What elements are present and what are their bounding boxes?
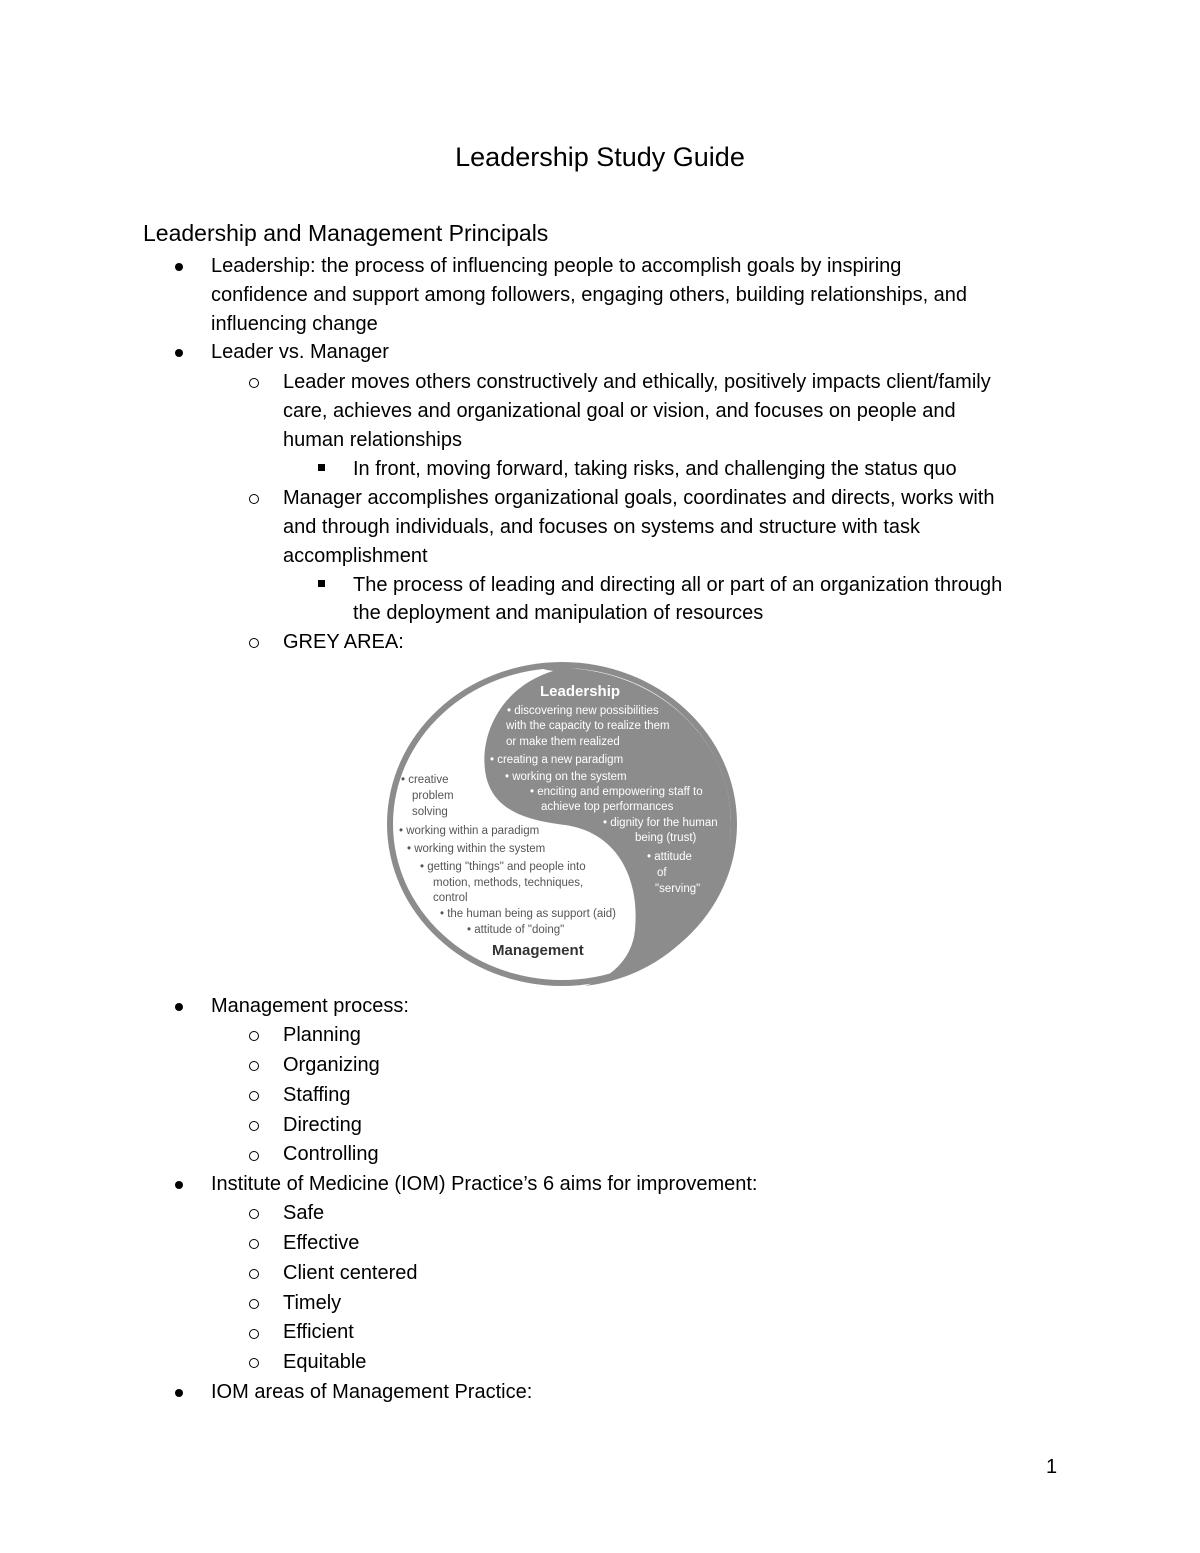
manager-sub-line: The process of leading and directing all or part of an organization through: [353, 574, 1003, 596]
bullet-circle-icon: [249, 1091, 259, 1101]
bullet-dot-icon: [175, 349, 183, 357]
leadership-item: • enciting and empowering staff to: [530, 786, 703, 798]
bullet-circle-icon: [249, 378, 259, 388]
iom-aim-item: Client centered: [283, 1262, 418, 1284]
iom-aim-item: Safe: [283, 1202, 325, 1224]
bullet-circle-icon: [249, 1299, 259, 1309]
management-item: • the human being as support (aid): [440, 908, 616, 920]
iom-aim-item: Effective: [283, 1232, 360, 1254]
bullet-circle-icon: [249, 1151, 259, 1161]
bullet-circle-icon: [249, 1061, 259, 1071]
leadership-management-diagram: [385, 660, 740, 990]
management-process-item: Controlling: [283, 1143, 379, 1165]
management-title: Management: [492, 942, 584, 959]
leadership-item: • working on the system: [505, 771, 627, 783]
leadership-item: • discovering new possibilities: [507, 705, 659, 717]
page-title: Leadership Study Guide: [455, 142, 745, 172]
management-item: solving: [412, 806, 448, 818]
management-item: • working within a paradigm: [399, 825, 540, 837]
bullet-square-icon: [318, 464, 325, 471]
leader-vs-manager-label: Leader vs. Manager: [211, 341, 389, 363]
leadership-item: of: [657, 867, 667, 879]
bullet-circle-icon: [249, 1239, 259, 1249]
management-process-item: Planning: [283, 1024, 361, 1046]
management-item: • getting "things" and people into: [420, 861, 586, 873]
bullet-dot-icon: [175, 1181, 183, 1189]
bullet-circle-icon: [249, 1031, 259, 1041]
management-item: motion, methods, techniques,: [433, 877, 584, 889]
iom-aim-item: Timely: [283, 1292, 342, 1314]
manager-sub-line: the deployment and manipulation of resources: [353, 602, 764, 624]
leadership-item: • dignity for the human: [603, 817, 718, 829]
leadership-item: "serving": [655, 883, 701, 895]
bullet-dot-icon: [175, 263, 183, 271]
bullet-circle-icon: [249, 1358, 259, 1368]
leadership-item: being (trust): [635, 832, 697, 844]
management-item: • working within the system: [407, 843, 546, 855]
leadership-item: achieve top performances: [541, 801, 674, 813]
iom-aim-item: Efficient: [283, 1321, 354, 1343]
grey-area-label: GREY AREA:: [283, 631, 404, 653]
bullet-square-icon: [318, 580, 325, 587]
leadership-def-line: confidence and support among followers, engaging others, building relationships, and: [211, 284, 968, 306]
leadership-item: • attitude: [647, 851, 692, 863]
leader-desc-line: care, achieves and organizational goal or vision, and focuses on people and: [283, 400, 956, 422]
bullet-circle-icon: [249, 1269, 259, 1279]
manager-desc-line: accomplishment: [283, 545, 428, 567]
management-process-label: Management process:: [211, 995, 409, 1017]
bullet-dot-icon: [175, 1389, 183, 1397]
management-process-item: Staffing: [283, 1084, 351, 1106]
leadership-def-line: Leadership: the process of influencing people to accomplish goals by inspiring: [211, 255, 902, 277]
leadership-item: • creating a new paradigm: [490, 754, 624, 766]
management-item: • creative: [401, 774, 449, 786]
manager-desc-line: Manager accomplishes organizational goals, coordinates and directs, works with: [283, 487, 995, 509]
leader-desc-line: human relationships: [283, 429, 462, 451]
section-heading: Leadership and Management Principals: [143, 220, 549, 246]
iom-areas-label: IOM areas of Management Practice:: [211, 1381, 533, 1403]
page-number: 1: [1046, 1456, 1058, 1478]
leadership-def-line: influencing change: [211, 313, 378, 335]
iom-aim-item: Equitable: [283, 1351, 367, 1373]
bullet-circle-icon: [249, 494, 259, 504]
iom-aims-label: Institute of Medicine (IOM) Practice’s 6 aims for improvement:: [211, 1173, 758, 1195]
management-item: • attitude of "doing": [467, 924, 565, 936]
leadership-item: with the capacity to realize them: [506, 720, 670, 732]
bullet-dot-icon: [175, 1003, 183, 1011]
management-process-item: Organizing: [283, 1054, 380, 1076]
bullet-circle-icon: [249, 1121, 259, 1131]
bullet-circle-icon: [249, 1329, 259, 1339]
manager-desc-line: and through individuals, and focuses on systems and structure with task: [283, 516, 921, 538]
leadership-item: or make them realized: [506, 736, 620, 748]
leadership-title: Leadership: [540, 683, 621, 700]
leader-sub-line: In front, moving forward, taking risks, and challenging the status quo: [353, 458, 957, 480]
management-item: problem: [412, 790, 454, 802]
bullet-circle-icon: [249, 1209, 259, 1219]
bullet-circle-icon: [249, 638, 259, 648]
management-process-item: Directing: [283, 1114, 362, 1136]
management-item: control: [433, 892, 468, 904]
leader-desc-line: Leader moves others constructively and ethically, positively impacts client/family: [283, 371, 991, 393]
